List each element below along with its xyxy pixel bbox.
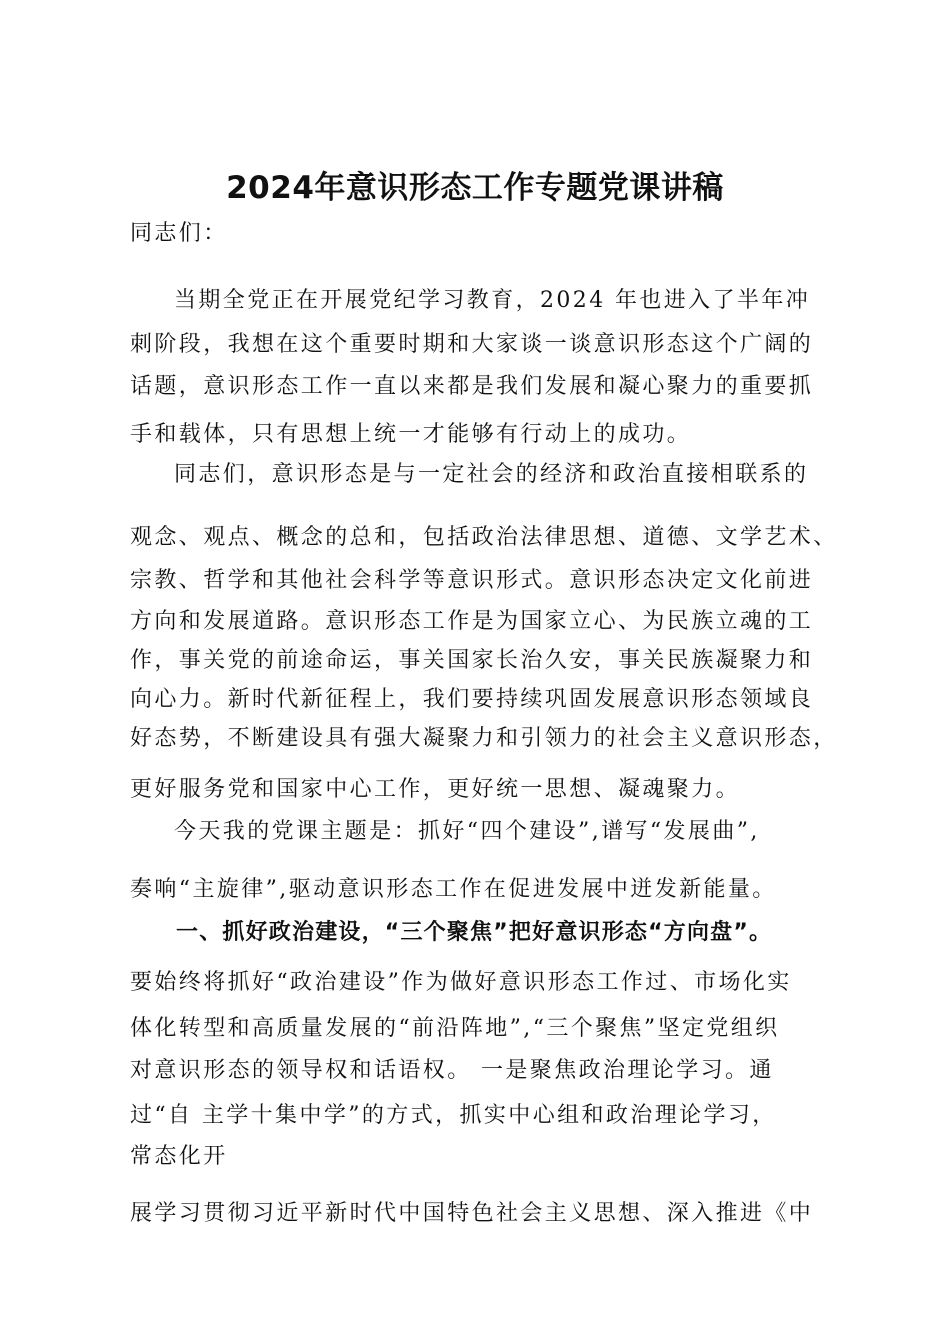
paragraph-line: 过“自 主学十集中学”的方式，抓实中心组和政治理论学习， bbox=[130, 1103, 777, 1128]
paragraph-line: 好态势，不断建设具有强大凝聚力和引领力的社会主义意识形态， bbox=[130, 726, 838, 751]
paragraph-line: 宗教、哲学和其他社会科学等意识形式。意识形态决定文化前进 bbox=[130, 568, 814, 593]
section-heading: 一、抓好政治建设，“三个聚焦”把好意识形态“方向盘”。 bbox=[176, 920, 773, 945]
paragraph-line: 对意识形态的领导权和话语权。 一是聚焦政治理论学习。通 bbox=[130, 1058, 774, 1083]
paragraph-line: 奏响“主旋律”,驱动意识形态工作在促进发展中迸发新能量。 bbox=[130, 877, 777, 902]
paragraph-line: 作，事关党的前途命运，事关国家长治久安，事关民族凝聚力和 bbox=[130, 648, 814, 673]
paragraph-line: 同志们，意识形态是与一定社会的经济和政治直接相联系的 bbox=[174, 462, 809, 487]
paragraph-line: 今天我的党课主题是：抓好“四个建设”,谱写“发展曲”, bbox=[174, 819, 760, 844]
paragraph-line: 要始终将抓好“政治建设”作为做好意识形态工作过、市场化实 bbox=[130, 970, 792, 995]
document-title: 2024年意识形态工作专题党课讲稿 bbox=[226, 170, 724, 206]
paragraph-line: 展学习贯彻习近平新时代中国特色社会主义思想、深入推进《中 bbox=[130, 1201, 814, 1226]
paragraph-line: 话题，意识形态工作一直以来都是我们发展和凝心聚力的重要抓 bbox=[130, 374, 814, 399]
paragraph-line: 观念、观点、概念的总和，包括政治法律思想、道德、文学艺术、 bbox=[130, 525, 838, 550]
paragraph-line: 方向和发展道路。意识形态工作是为国家立心、为民族立魂的工 bbox=[130, 609, 814, 634]
paragraph-line: 手和载体，只有思想上统一才能够有行动上的成功。 bbox=[130, 422, 692, 447]
paragraph-line: 刺阶段，我想在这个重要时期和大家谈一谈意识形态这个广阔的 bbox=[130, 332, 814, 357]
paragraph-line: 向心力。新时代新征程上，我们要持续巩固发展意识形态领域良 bbox=[130, 687, 814, 712]
paragraph-line: 更好服务党和国家中心工作，更好统一思想、凝魂聚力。 bbox=[130, 777, 741, 802]
paragraph-line: 当期全党正在开展党纪学习教育，2024 年也进入了半年冲 bbox=[174, 288, 811, 313]
paragraph-line: 体化转型和高质量发展的“前沿阵地”,“三个聚焦”坚定党组织 bbox=[130, 1016, 780, 1041]
paragraph-line: 常态化开 bbox=[130, 1144, 228, 1169]
salutation-line: 同志们： bbox=[130, 221, 228, 246]
